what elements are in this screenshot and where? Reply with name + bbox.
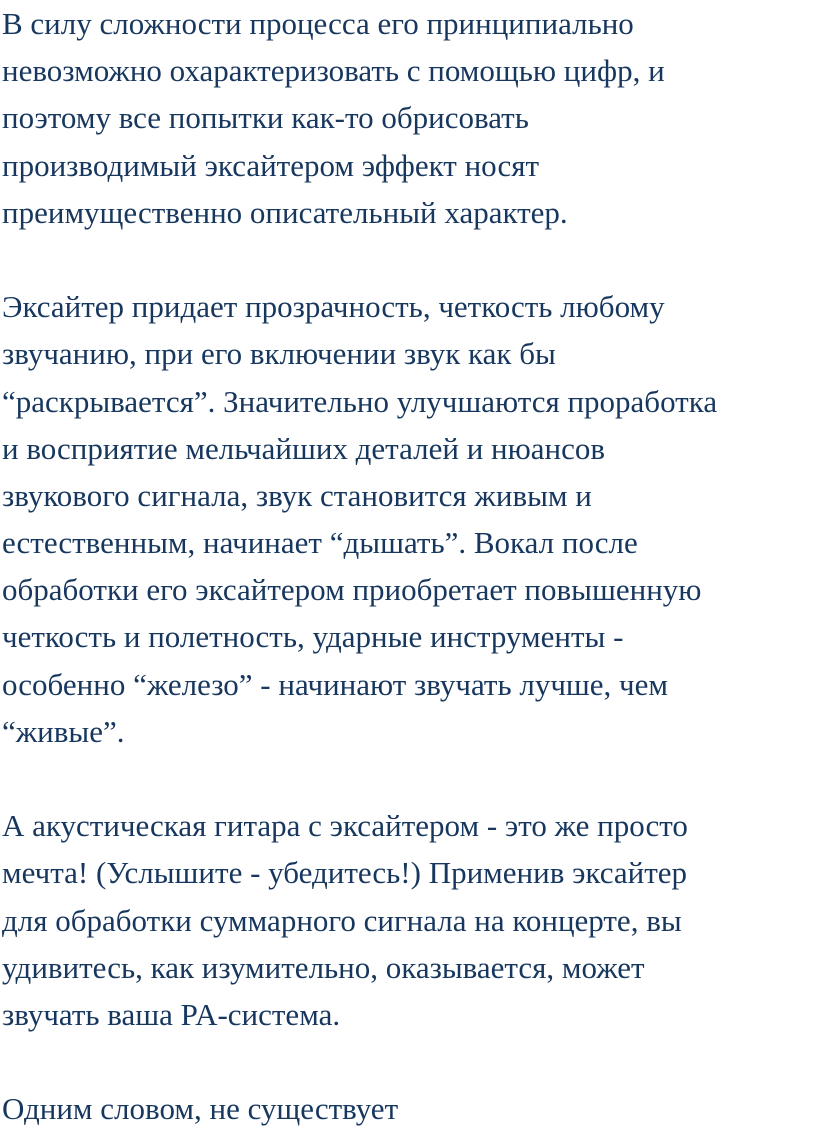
text-line: звучанию, при его включении звук как бы — [2, 336, 556, 372]
text-line: Одним словом, не существует — [2, 1091, 399, 1127]
paragraph-1 — [2, 0, 812, 236]
text-line: звукового сигнала, звук становится живым и — [2, 477, 592, 513]
text-line: и восприятие мельчайших деталей и нюансов — [2, 430, 606, 466]
text-line: удивитесь, как изумительно, оказывается, может — [2, 949, 645, 985]
text-line: производимый эксайтером эффект носят — [2, 147, 540, 183]
text-line: “раскрывается”. Значительно улучшаются проработка — [2, 383, 718, 419]
text-line: невозможно охарактеризовать с помощью цифр, и — [2, 53, 665, 89]
text-line: мечта! (Услышите - убедитесь!) Применив эксайтер — [2, 855, 687, 891]
text-line: особенно “железо” - начинают звучать лучше, чем — [2, 666, 669, 702]
paragraph-spacer — [2, 236, 812, 283]
text-line: четкость и полетность, ударные инструменты - — [2, 619, 624, 655]
text-line: звучать ваша PA-система. — [2, 996, 341, 1032]
text-line: В силу сложности процесса его принципиально — [2, 6, 634, 41]
text-line: для обработки суммарного сигнала на концерте, вы — [2, 902, 682, 938]
paragraph-4 — [2, 1085, 812, 1132]
paragraph-spacer — [2, 755, 812, 802]
paragraph-3 — [2, 802, 812, 1038]
paragraph-2 — [2, 283, 812, 755]
text-line: обработки его эксайтером приобретает повышенную — [2, 572, 702, 608]
text-line: поэтому все попытки как-то обрисовать — [2, 100, 529, 136]
text-line: “живые”. — [2, 713, 125, 749]
text-line: Эксайтер придает прозрачность, четкость любому — [2, 289, 665, 325]
paragraph-spacer — [2, 1038, 812, 1085]
text-line: естественным, начинает “дышать”. Вокал после — [2, 525, 638, 561]
text-line: А акустическая гитара с эксайтером - это же просто — [2, 808, 688, 844]
text-line: преимущественно описательный характер. — [2, 194, 568, 230]
